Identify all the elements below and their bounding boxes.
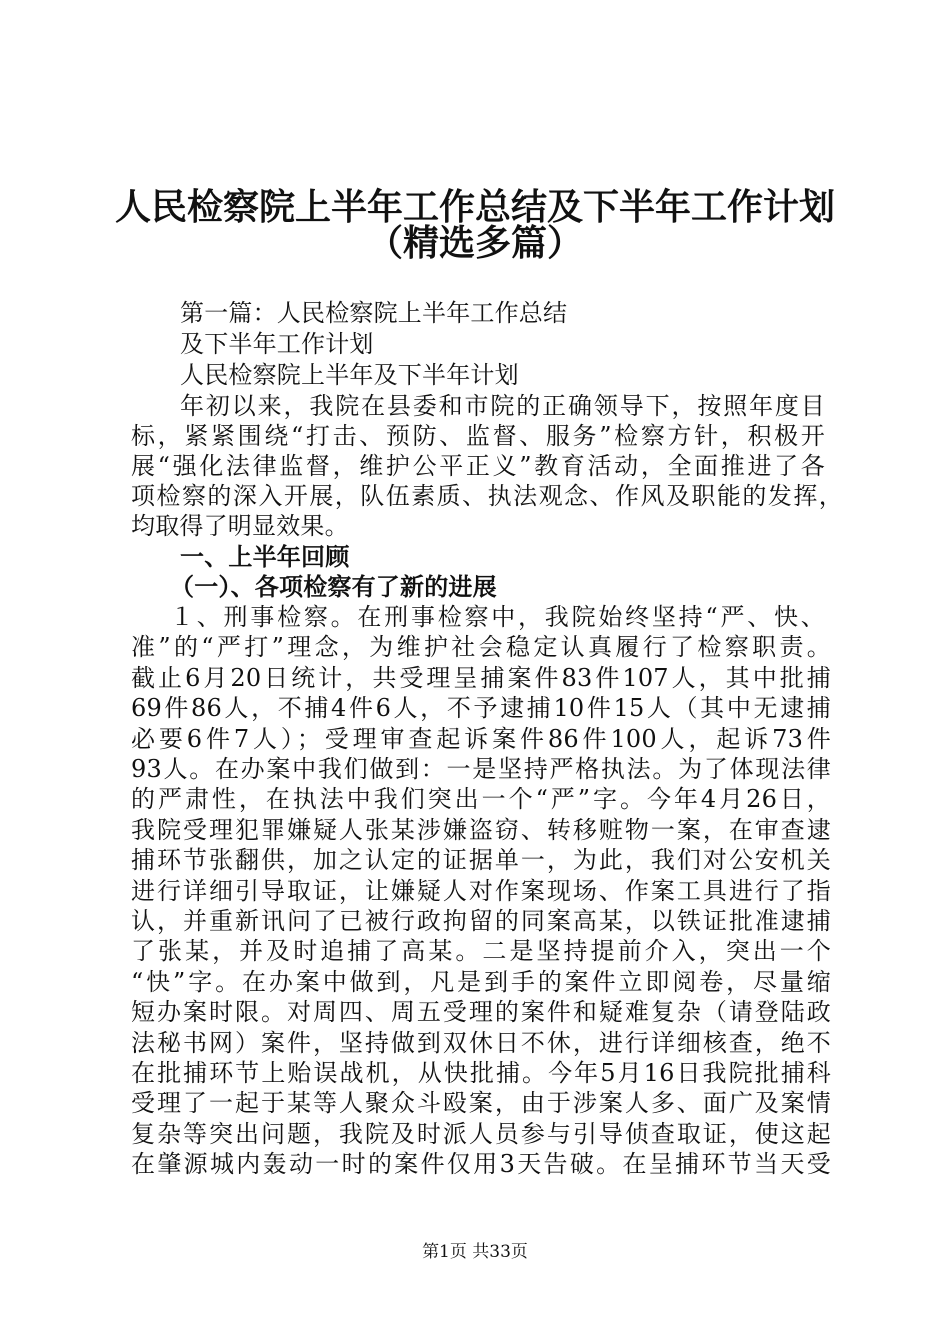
body-line: 准”的“严打”理念，为维护社会稳定认真履行了检察职责。	[131, 633, 831, 661]
body-line: 法秘书网）案件，坚持做到双休日不休，进行详细核查，绝不	[131, 1029, 831, 1057]
body-line: 标，紧紧围绕“打击、预防、监督、服务”检察方针，积极开	[131, 422, 825, 450]
body-line: 及下半年工作计划	[180, 330, 374, 358]
document-title: 人民检察院上半年工作总结及下半年工作计划	[114, 187, 835, 228]
body-line: 年初以来，我院在县委和市院的正确领导下，按照年度目	[180, 392, 825, 420]
body-line: 受理了一起于某等人聚众斗殴案，由于涉案人多、面广及案情	[131, 1089, 831, 1117]
body-line: “快”字。在办案中做到，凡是到手的案件立即阅卷，尽量缩	[131, 968, 831, 996]
body-line: 的严肃性，在执法中我们突出一个“严”字。今年4月26日，	[131, 785, 831, 813]
body-line: 复杂等突出问题，我院及时派人员参与引导侦查取证，使这起	[131, 1120, 831, 1148]
body-line: 了张某，并及时追捕了高某。二是坚持提前介入，突出一个	[131, 937, 831, 965]
body-line: 第一篇：人民检察院上半年工作总结	[180, 299, 568, 327]
body-line: 必要6件7人）；受理审查起诉案件86件100人，起诉73件	[131, 725, 831, 753]
body-line: 均取得了明显效果。	[131, 512, 349, 540]
body-line: 93人。在办案中我们做到：一是坚持严格执法。为了体现法律	[131, 755, 831, 783]
body-line: 截止6月20日统计，共受理呈捕案件83件107人，其中批捕	[131, 664, 831, 692]
body-line: 捕环节张翻供，加之认定的证据单一，为此，我们对公安机关	[131, 846, 831, 874]
body-line: 我院受理犯罪嫌疑人张某涉嫌盗窃、转移赃物一案，在审查逮	[131, 816, 831, 844]
subsection-heading: （一）、各项检察有了新的进展	[170, 573, 497, 601]
body-line: 项检察的深入开展，队伍素质、执法观念、作风及职能的发挥，	[131, 482, 843, 510]
body-line: 进行详细引导取证，让嫌疑人对作案现场、作案工具进行了指	[131, 877, 831, 905]
body-line: 认，并重新讯问了已被行政拘留的同案高某，以铁证批准逮捕	[131, 907, 831, 935]
section-heading: 一、上半年回顾	[180, 543, 350, 571]
body-line: １、刑事检察。在刑事检察中，我院始终坚持“严、快、	[170, 603, 825, 631]
body-line: 短办案时限。对周四、周五受理的案件和疑难复杂（请登陆政	[131, 998, 831, 1026]
body-line: 在肇源城内轰动一时的案件仅用3天告破。在呈捕环节当天受	[131, 1150, 831, 1178]
body-line: 人民检察院上半年及下半年计划	[180, 361, 519, 389]
document-subtitle: （精选多篇）	[366, 223, 583, 264]
page-footer: 第1页 共33页	[422, 1242, 528, 1262]
body-line: 在批捕环节上贻误战机，从快批捕。今年5月16日我院批捕科	[131, 1059, 831, 1087]
body-line: 展“强化法律监督，维护公平正义”教育活动，全面推进了各	[131, 452, 825, 480]
body-line: 69件86人，不捕4件6人，不予逮捕10件15人（其中无逮捕	[131, 694, 831, 722]
